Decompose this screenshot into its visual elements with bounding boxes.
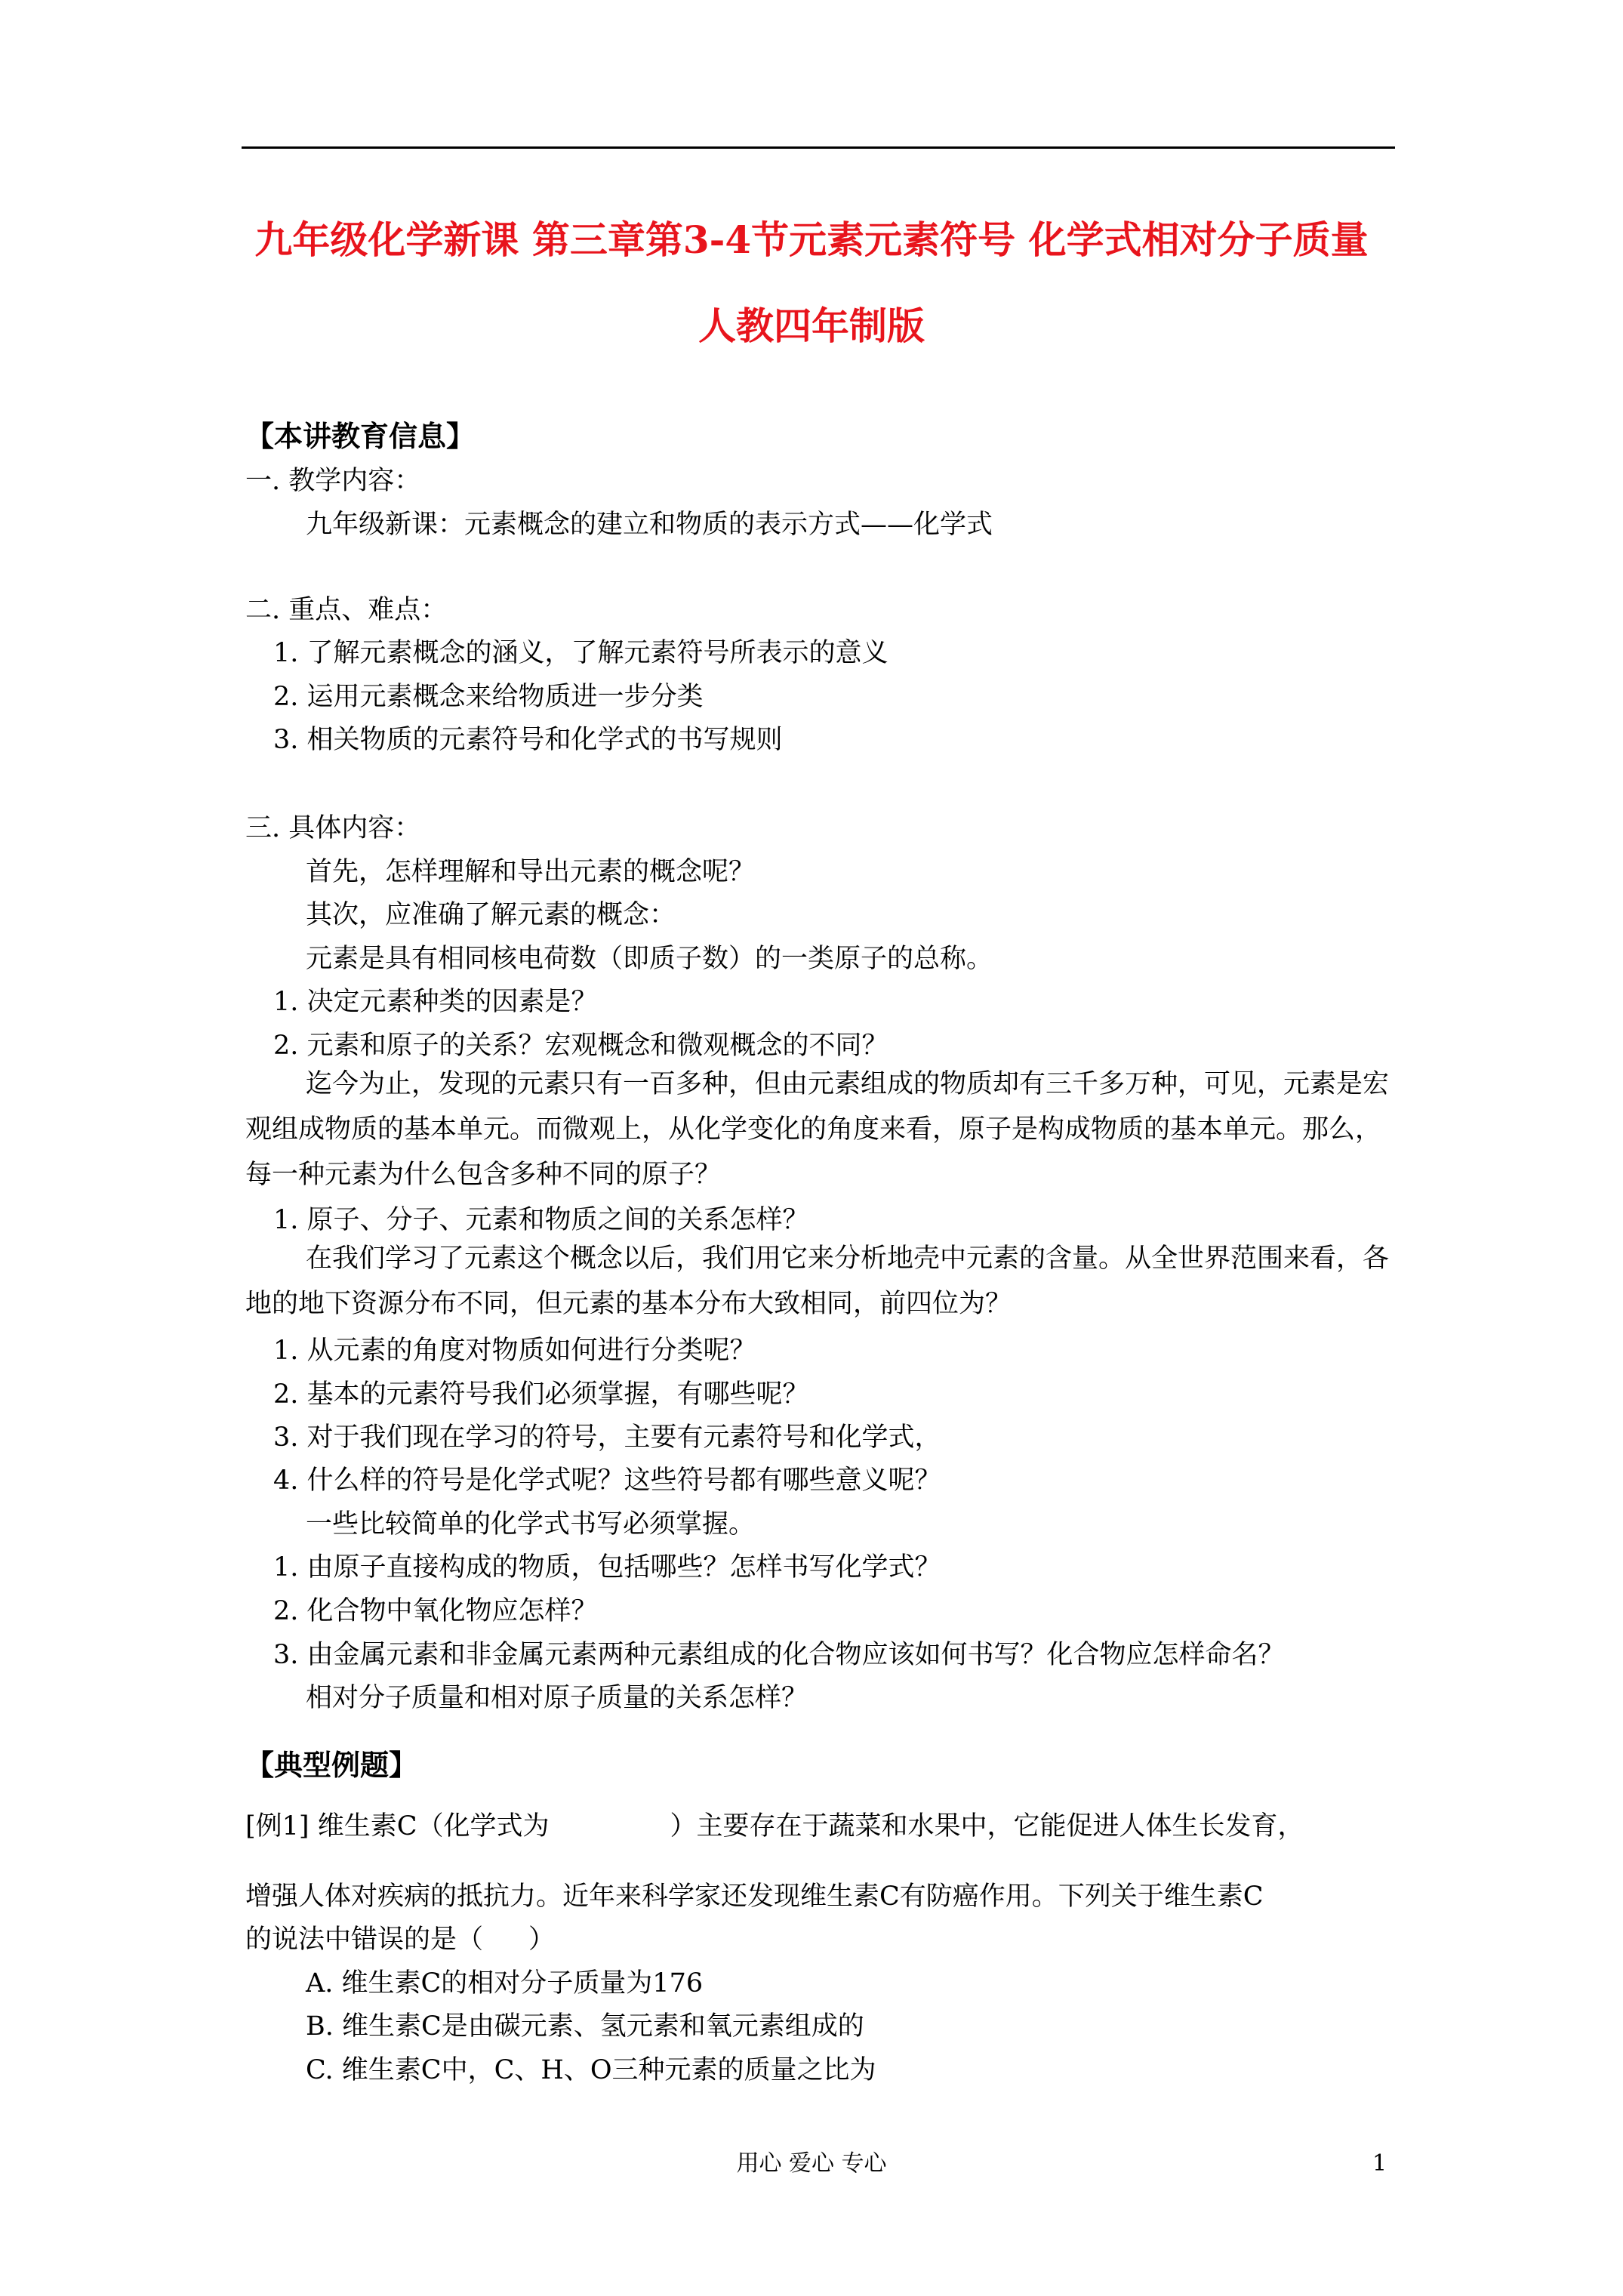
part2-item: 1. 了解元素概念的涵义，了解元素符号所表示的意义 bbox=[273, 638, 888, 668]
header-rule bbox=[242, 146, 1395, 149]
part3-intro: 元素是具有相同核电荷数（即质子数）的一类原子的总称。 bbox=[306, 944, 993, 974]
part3-item: 3. 由金属元素和非金属元素两种元素组成的化合物应该如何书写？化合物应怎样命名？ bbox=[273, 1640, 1285, 1670]
example1-stem-a: [例1] 维生素C（化学式为 bbox=[245, 1811, 550, 1841]
part1-heading: 一. 教学内容： bbox=[245, 466, 421, 496]
part3-paragraph-text: 迄今为止，发现的元素只有一百多种，但由元素组成的物质却有三千多万种，可见，元素是宏观组成物质的基本单元。而微观上，从化学变化的角度来看，原子是构成物质的基本单元。那么，每一种元素为什么包含多种不同的原子？ bbox=[245, 1069, 1390, 1190]
part3-intro: 其次，应准确了解元素的概念： bbox=[306, 900, 676, 930]
example1-line2: 增强人体对疾病的抵抗力。近年来科学家还发现维生素C有防癌作用。下列关于维生素C bbox=[245, 1881, 1264, 1912]
part3-item: 4. 什么样的符号是化学式呢？这些符号都有哪些意义呢？ bbox=[273, 1465, 941, 1496]
example1-line3 bbox=[245, 1923, 555, 1956]
part3-item: 2. 化合物中氧化物应怎样？ bbox=[273, 1596, 598, 1626]
example1-paren-close: ） bbox=[528, 1925, 556, 1955]
example1-question: 的说法中错误的是（ bbox=[245, 1925, 484, 1955]
footer-slogan: 用心 爱心 专心 bbox=[736, 2150, 887, 2177]
part3-item: 1. 原子、分子、元素和物质之间的关系怎样？ bbox=[273, 1205, 809, 1235]
part3-item: 1. 决定元素种类的因素是？ bbox=[273, 987, 598, 1017]
section-heading-info: 【本讲教育信息】 bbox=[245, 419, 476, 453]
example1-option-a: A. 维生素C的相对分子质量为176 bbox=[306, 1968, 704, 1999]
page-number: 1 bbox=[1372, 2150, 1387, 2177]
part3-paragraph bbox=[245, 1236, 1397, 1327]
part2-item: 3. 相关物质的元素符号和化学式的书写规则 bbox=[273, 725, 783, 755]
part3-item: 1. 从元素的角度对物质如何进行分类呢？ bbox=[273, 1336, 756, 1366]
example1-option-c: C. 维生素C中，C、H、O三种元素的质量之比为 bbox=[306, 2055, 876, 2085]
part3-item: 1. 由原子直接构成的物质，包括哪些？怎样书写化学式？ bbox=[273, 1552, 941, 1583]
section-heading-examples: 【典型例题】 bbox=[245, 1748, 418, 1782]
part3-last: 相对分子质量和相对原子质量的关系怎样？ bbox=[306, 1683, 808, 1713]
part3-paragraph bbox=[245, 1062, 1397, 1197]
example1-line1 bbox=[245, 1810, 1304, 1843]
part3-intro: 首先，怎样理解和导出元素的概念呢？ bbox=[306, 857, 756, 887]
part3-item: 3. 对于我们现在学习的符号，主要有元素符号和化学式， bbox=[273, 1422, 941, 1453]
part2-item: 2. 运用元素概念来给物质进一步分类 bbox=[273, 682, 704, 712]
document-title-line2: 人教四年制版 bbox=[698, 304, 925, 348]
example1-stem-b: ）主要存在于蔬菜和水果中，它能促进人体生长发育， bbox=[670, 1811, 1304, 1841]
part1-text: 九年级新课：元素概念的建立和物质的表示方式——化学式 bbox=[306, 510, 993, 540]
part3-note: 一些比较简单的化学式书写必须掌握。 bbox=[306, 1509, 756, 1539]
part3-paragraph-text: 在我们学习了元素这个概念以后，我们用它来分析地壳中元素的含量。从全世界范围来看，各地的地下资源分布不同，但元素的基本分布大致相同，前四位为？ bbox=[245, 1244, 1390, 1319]
part3-item: 2. 基本的元素符号我们必须掌握，有哪些呢？ bbox=[273, 1379, 809, 1410]
part2-heading: 二. 重点、难点： bbox=[245, 595, 448, 625]
part3-heading: 三. 具体内容： bbox=[245, 813, 421, 843]
example1-option-b: B. 维生素C是由碳元素、氢元素和氧元素组成的 bbox=[306, 2011, 864, 2042]
document-title-line1: 九年级化学新课 第三章第3-4节元素元素符号 化学式相对分子质量 bbox=[254, 217, 1369, 262]
part3-item: 2. 元素和原子的关系？宏观概念和微观概念的不同？ bbox=[273, 1031, 888, 1061]
